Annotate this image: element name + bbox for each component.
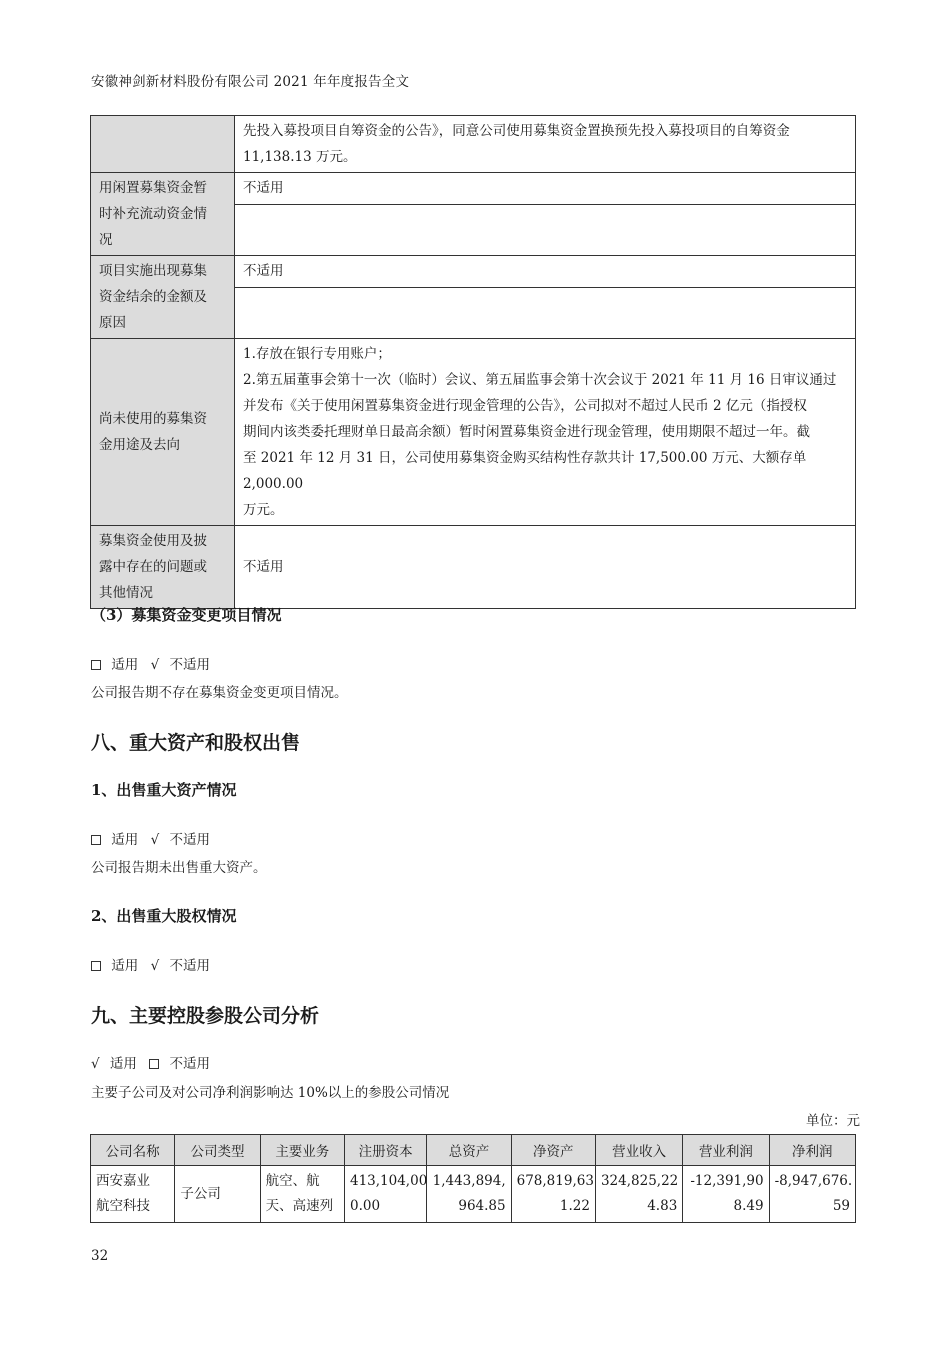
row-value: 不适用 xyxy=(235,256,856,288)
unchecked-box-icon xyxy=(149,1059,159,1069)
section-8-1-title: 1、出售重大资产情况 xyxy=(91,781,237,799)
text-line: 11,138.13 万元。 xyxy=(243,149,357,165)
net-assets-cell: 678,819,63 1.22 xyxy=(511,1166,595,1223)
row-value: 不适用 xyxy=(235,173,856,205)
empty-cell xyxy=(235,205,856,256)
row-value xyxy=(235,116,856,173)
section-8-2-title: 2、出售重大股权情况 xyxy=(91,907,237,925)
column-header: 营业利润 xyxy=(683,1135,769,1166)
text-line: 至 2021 年 12 月 31 日，公司使用募集资金购买结构性存款共计 17,500.00 万元、大额存单 2,000.00 xyxy=(243,450,807,492)
table-row xyxy=(91,339,856,526)
applicability-check: 适用 √ 不适用 xyxy=(91,653,210,673)
empty-cell xyxy=(235,288,856,339)
unchecked-box-icon xyxy=(91,660,101,670)
applicability-check: √ 适用 不适用 xyxy=(91,1056,210,1072)
row-value: 不适用 xyxy=(235,526,856,609)
total-assets-cell: 1,443,894, 964.85 xyxy=(427,1166,511,1223)
section-9-note: 主要子公司及对公司净利润影响达 10%以上的参股公司情况 xyxy=(91,1085,450,1101)
text-line: 万元。 xyxy=(243,502,284,518)
tick-icon: √ xyxy=(91,1056,100,1072)
text-line: 并发布《关于使用闲置募集资金进行现金管理的公告》，公司拟对不超过人民币 2 亿元（指授权 xyxy=(243,398,807,414)
table-row xyxy=(91,256,856,288)
text-line: 先投入募投项目自筹资金的公告》，同意公司使用募集资金置换预先投入募投项目的自筹资金 xyxy=(243,123,790,139)
table-row xyxy=(91,1166,856,1223)
unchecked-box-icon xyxy=(91,961,101,971)
column-header: 净利润 xyxy=(769,1135,855,1166)
tick-icon: √ xyxy=(150,832,160,848)
page-number: 32 xyxy=(91,1248,109,1264)
revenue-cell: 324,825,22 4.83 xyxy=(595,1166,682,1223)
column-header: 总资产 xyxy=(427,1135,511,1166)
column-header: 净资产 xyxy=(511,1135,595,1166)
tick-icon: √ xyxy=(150,958,160,974)
column-header: 公司名称 xyxy=(91,1135,175,1166)
company-type-cell: 子公司 xyxy=(175,1166,260,1223)
unchecked-box-icon xyxy=(91,835,101,845)
tick-icon: √ xyxy=(150,657,160,673)
table-header-row xyxy=(91,1135,856,1166)
row-label: 尚未使用的募集资 金用途及去向 xyxy=(91,339,235,526)
row-label: 募集资金使用及披 露中存在的问题或 其他情况 xyxy=(91,526,235,609)
net-profit-cell: -8,947,676. 59 xyxy=(769,1166,855,1223)
fund-usage-table xyxy=(90,115,856,609)
company-name-cell: 西安嘉业 航空科技 xyxy=(91,1166,175,1223)
applicability-check: 适用 √ 不适用 xyxy=(91,954,210,974)
section-9-title: 九、主要控股参股公司分析 xyxy=(91,1005,320,1027)
row-label: 用闲置募集资金暂 时补充流动资金情 况 xyxy=(91,173,235,256)
text-line: 2.第五届董事会第十一次（临时）会议、第五届监事会第十次会议于 2021 年 11 月 16 日审议通过 xyxy=(243,372,837,388)
column-header: 注册资本 xyxy=(344,1135,426,1166)
main-business-cell: 航空、航 天、高速列 xyxy=(260,1166,344,1223)
table-row xyxy=(91,526,856,609)
section-8-title: 八、重大资产和股权出售 xyxy=(91,732,301,754)
section-8-1-note: 公司报告期未出售重大资产。 xyxy=(91,860,267,876)
row-label: 项目实施出现募集 资金结余的金额及 原因 xyxy=(91,256,235,339)
text-line: 1.存放在银行专用账户； xyxy=(243,346,391,362)
text-line: 期间内该类委托理财单日最高余额）暂时闲置募集资金进行现金管理，使用期限不超过一年。截 xyxy=(243,424,810,440)
table-row xyxy=(91,173,856,205)
registered-capital-cell: 413,104,00 0.00 xyxy=(344,1166,426,1223)
operating-profit-cell: -12,391,90 8.49 xyxy=(683,1166,769,1223)
row-value xyxy=(235,339,856,526)
table-row xyxy=(91,116,856,173)
section-3-note: 公司报告期不存在募集资金变更项目情况。 xyxy=(91,685,348,701)
column-header: 营业收入 xyxy=(595,1135,682,1166)
page-header: 安徽神剑新材料股份有限公司 2021 年年度报告全文 xyxy=(91,74,410,90)
unit-label: 单位：元 xyxy=(806,1113,860,1129)
subsidiary-table xyxy=(90,1134,856,1223)
section-3-title: （3）募集资金变更项目情况 xyxy=(91,606,282,624)
row-label xyxy=(91,116,235,173)
applicability-check: 适用 √ 不适用 xyxy=(91,828,210,848)
column-header: 公司类型 xyxy=(175,1135,260,1166)
column-header: 主要业务 xyxy=(260,1135,344,1166)
